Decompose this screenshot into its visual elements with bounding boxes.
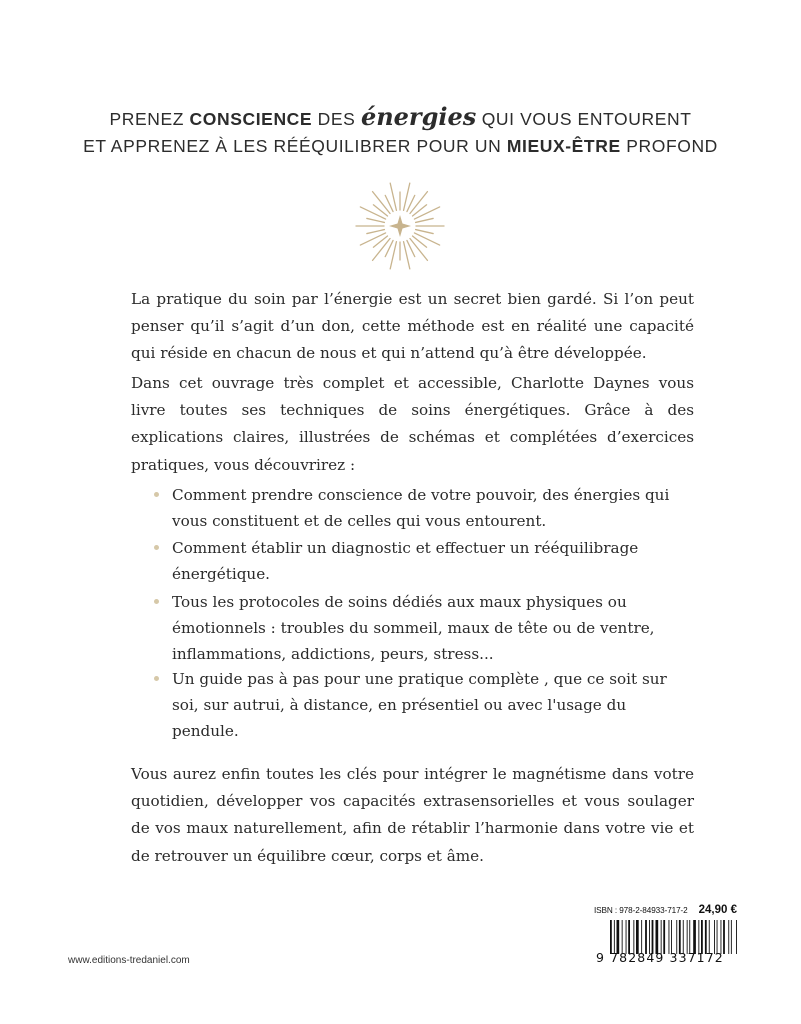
list-item	[154, 482, 674, 534]
sunburst-star-icon	[354, 180, 446, 272]
list-item-text: Comment établir un diagnostic et effectuer un rééquilibrage énergétique.	[172, 539, 639, 583]
list-item-text: Tous les protocoles de soins dédiés aux maux physiques ou émotionnels : troubles du sommeil, maux de tête ou de ventre, inflammations, addictions, peurs, stress...	[172, 593, 655, 663]
closing-paragraph: Vous aurez enfin toutes les clés pour intégrer le magnétisme dans votre quotidien, développer vos capacités extrasensorielles et vous soulager de vos maux naturellement, afin de rétablir l’harmonie dans votre vie et de retrouver un équilibre cœur, corps et âme.	[131, 765, 694, 865]
headline-line2-start: ET APPRENEZ À LES RÉÉQUILIBRER POUR UN	[83, 136, 502, 156]
list-item	[154, 589, 674, 667]
barcode-number: 9 782849 337172	[596, 950, 724, 965]
headline-prenez: PRENEZ	[109, 109, 185, 129]
headline-line-1	[0, 102, 801, 131]
headline-des: DES	[317, 109, 356, 129]
book-paragraph: Dans cet ouvrage très complet et accessible, Charlotte Daynes vous livre toutes ses techniques de soins énergétiques. Grâce à des explications claires, illustrées de schémas et complétées d’exercices pratiques, vous découvrirez :	[131, 374, 694, 474]
list-item	[154, 535, 674, 587]
headline-rest: QUI VOUS ENTOURENT	[481, 109, 692, 129]
headline-line-2	[0, 136, 801, 157]
isbn-number: ISBN : 978-2-84933-717-2	[594, 906, 688, 915]
headline-profond: PROFOND	[626, 136, 718, 156]
headline-energies: énergies	[360, 102, 477, 131]
list-item-text: Un guide pas à pas pour une pratique complète , que ce soit sur soi, sur autrui, à distance, en présentiel ou avec l'usage du pendule.	[172, 670, 667, 740]
publisher-website-link[interactable]: www.editions-tredaniel.com	[68, 955, 190, 966]
list-item	[154, 666, 674, 744]
isbn-block	[594, 906, 739, 968]
bullet-dot-icon	[154, 676, 159, 681]
list-item-text: Comment prendre conscience de votre pouvoir, des énergies qui vous constituent et de celles qui vous entourent.	[172, 486, 670, 530]
intro-paragraph: La pratique du soin par l’énergie est un secret bien gardé. Si l’on peut penser qu’il s’agit d’un don, cette méthode est en réalité une capacité qui réside en chacun de nous et qui n’attend qu’à être développée.	[131, 290, 694, 363]
headline-mieux-etre: MIEUX-ÊTRE	[506, 136, 621, 156]
price-label: 24,90 €	[698, 904, 737, 916]
bullet-dot-icon	[154, 545, 159, 550]
headline-conscience: CONSCIENCE	[189, 109, 313, 129]
barcode-icon	[610, 920, 737, 954]
bullet-dot-icon	[154, 492, 159, 497]
bullet-dot-icon	[154, 599, 159, 604]
